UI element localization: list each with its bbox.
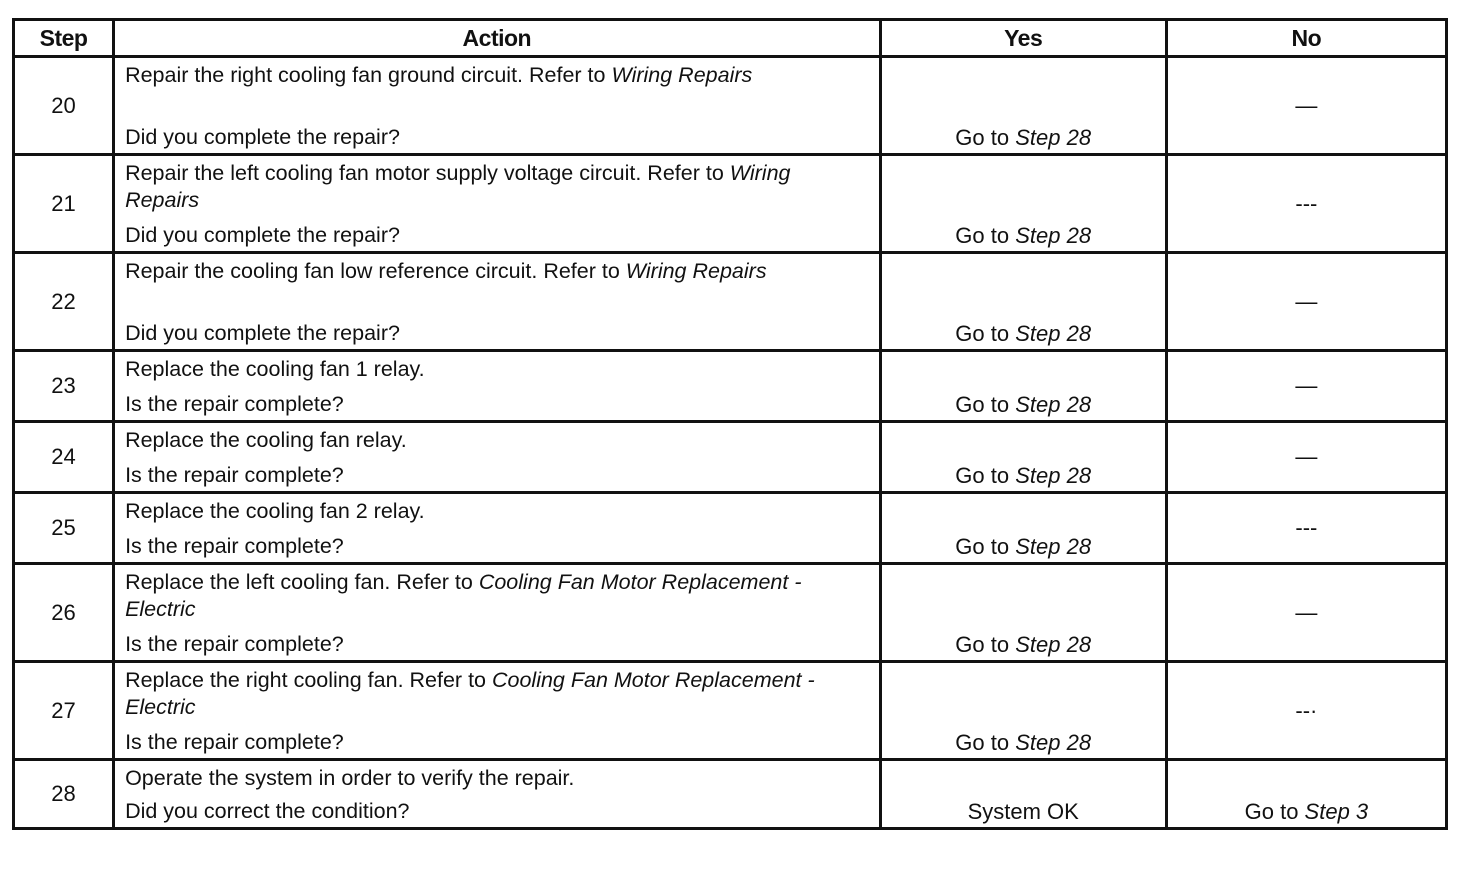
no-value: --- <box>1295 515 1318 540</box>
no-value: — <box>1295 373 1318 398</box>
action-cell <box>114 760 881 829</box>
yes-cell <box>880 564 1166 662</box>
yes-prefix: Go to <box>955 223 1016 248</box>
yes-step-link[interactable]: Step 28 <box>1015 730 1092 755</box>
table-row <box>14 155 1447 253</box>
action-question: Did you complete the repair? <box>125 125 400 149</box>
no-value: — <box>1295 444 1318 469</box>
step-number: 21 <box>14 155 114 253</box>
header-no: No <box>1166 20 1446 57</box>
action-cell <box>114 351 881 422</box>
yes-cell <box>880 422 1166 493</box>
no-step-link[interactable]: Step 3 <box>1304 799 1369 824</box>
yes-prefix: Go to <box>955 321 1016 346</box>
step-number: 23 <box>14 351 114 422</box>
action-main-text: Replace the right cooling fan. Refer to <box>125 668 492 692</box>
yes-step-link[interactable]: Step 28 <box>1015 632 1092 657</box>
yes-step-link[interactable]: Step 28 <box>1015 321 1092 346</box>
header-row <box>14 20 1447 57</box>
no-cell <box>1166 253 1446 351</box>
yes-cell <box>880 253 1166 351</box>
diagnostic-table <box>12 18 1448 830</box>
table-row <box>14 662 1447 760</box>
action-question: Did you complete the repair? <box>125 321 400 345</box>
step-number: 24 <box>14 422 114 493</box>
yes-cell <box>880 351 1166 422</box>
yes-step-link[interactable]: Step 28 <box>1015 534 1092 559</box>
action-question: Did you complete the repair? <box>125 223 400 247</box>
action-text <box>125 765 869 792</box>
action-question: Is the repair complete? <box>125 632 344 656</box>
table-row <box>14 351 1447 422</box>
action-reference-link[interactable]: Cooling Fan Motor Replacement - Electric <box>125 570 802 621</box>
no-prefix: Go to <box>1244 799 1305 824</box>
action-text <box>125 427 869 454</box>
no-cell <box>1166 155 1446 253</box>
action-cell <box>114 662 881 760</box>
yes-step-link[interactable]: Step 28 <box>1015 223 1092 248</box>
yes-cell <box>880 57 1166 155</box>
action-cell <box>114 422 881 493</box>
action-text <box>125 62 869 89</box>
yes-prefix: Go to <box>955 632 1016 657</box>
action-text <box>125 258 869 285</box>
action-reference-link[interactable]: Wiring Repairs <box>625 259 767 283</box>
yes-prefix: Go to <box>955 125 1016 150</box>
yes-step-link[interactable]: Step 28 <box>1015 125 1092 150</box>
no-value: — <box>1295 92 1318 118</box>
action-main-text: Replace the cooling fan relay. <box>125 428 407 452</box>
action-reference-link[interactable]: Wiring Repairs <box>611 63 753 87</box>
table-row <box>14 57 1447 155</box>
yes-cell <box>880 662 1166 760</box>
action-cell <box>114 253 881 351</box>
no-value: --- <box>1295 190 1318 216</box>
no-cell <box>1166 493 1446 564</box>
table-row <box>14 564 1447 662</box>
action-question: Is the repair complete? <box>125 534 344 558</box>
yes-prefix: Go to <box>955 534 1016 559</box>
no-cell <box>1166 57 1446 155</box>
yes-cell <box>880 155 1166 253</box>
action-main-text: Repair the cooling fan low reference circuit. Refer to <box>125 259 626 283</box>
step-number: 27 <box>14 662 114 760</box>
no-cell <box>1166 422 1446 493</box>
step-number: 26 <box>14 564 114 662</box>
table-row <box>14 493 1447 564</box>
yes-prefix: Go to <box>955 463 1016 488</box>
step-number: 22 <box>14 253 114 351</box>
no-cell <box>1166 662 1446 760</box>
no-cell <box>1166 351 1446 422</box>
action-text <box>125 667 869 721</box>
action-cell <box>114 493 881 564</box>
table-row <box>14 253 1447 351</box>
action-reference-link[interactable]: Cooling Fan Motor Replacement - Electric <box>125 668 815 719</box>
table-row <box>14 760 1447 829</box>
yes-cell <box>880 760 1166 829</box>
action-main-text: Replace the left cooling fan. Refer to <box>125 570 479 594</box>
step-number: 28 <box>14 760 114 829</box>
no-value: — <box>1295 599 1318 625</box>
action-question: Is the repair complete? <box>125 730 344 754</box>
header-yes: Yes <box>880 20 1166 57</box>
no-value: --· <box>1295 697 1318 723</box>
action-question: Did you correct the condition? <box>125 799 410 823</box>
yes-step-link[interactable]: Step 28 <box>1015 463 1092 488</box>
action-question: Is the repair complete? <box>125 463 344 487</box>
step-number: 25 <box>14 493 114 564</box>
action-text <box>125 569 869 623</box>
header-step: Step <box>14 20 114 57</box>
step-number: 20 <box>14 57 114 155</box>
action-main-text: Repair the left cooling fan motor supply voltage circuit. Refer to <box>125 161 730 185</box>
no-cell <box>1166 564 1446 662</box>
action-main-text: Replace the cooling fan 2 relay. <box>125 499 425 523</box>
no-cell <box>1166 760 1446 829</box>
yes-prefix: Go to <box>955 392 1016 417</box>
action-cell <box>114 57 881 155</box>
yes-step-link[interactable]: Step 28 <box>1015 392 1092 417</box>
action-main-text: Repair the right cooling fan ground circuit. Refer to <box>125 63 612 87</box>
action-question: Is the repair complete? <box>125 392 344 416</box>
header-action: Action <box>114 20 881 57</box>
action-text <box>125 498 869 525</box>
yes-prefix: Go to <box>955 730 1016 755</box>
yes-cell <box>880 493 1166 564</box>
action-main-text: Replace the cooling fan 1 relay. <box>125 357 425 381</box>
action-reference-link[interactable]: Wiring Repairs <box>125 161 791 212</box>
table-row <box>14 422 1447 493</box>
action-cell <box>114 155 881 253</box>
yes-result-text: System OK <box>967 799 1079 824</box>
action-text <box>125 356 869 383</box>
no-value: — <box>1295 288 1318 314</box>
action-text <box>125 160 869 214</box>
action-cell <box>114 564 881 662</box>
action-main-text: Operate the system in order to verify the repair. <box>125 766 575 790</box>
